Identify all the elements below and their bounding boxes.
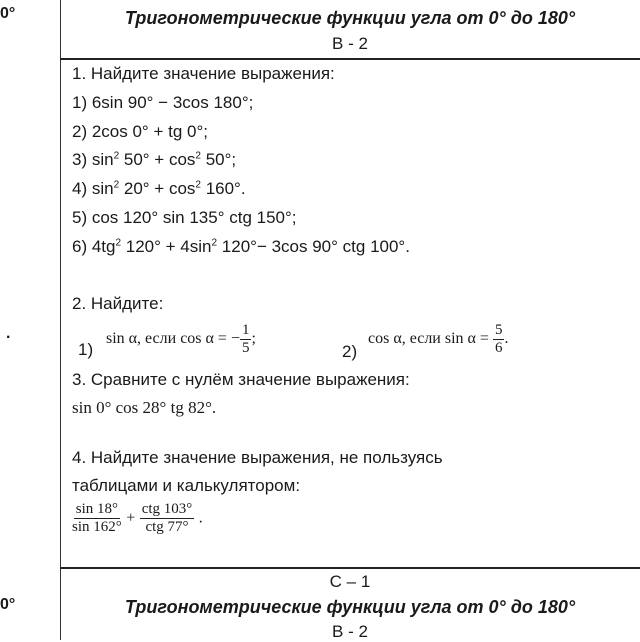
left-margin-text: 0°: [0, 5, 16, 22]
task4-line: таблицами и калькулятором:: [72, 476, 301, 495]
task2-part-number: 2): [342, 342, 358, 361]
task3-heading: 3. Сравните с нулём значение выражения:: [72, 370, 410, 389]
column-divider: [60, 0, 61, 640]
task4-line: 4. Найдите значение выражения, не пользуясь: [72, 448, 443, 467]
divider: [60, 58, 640, 60]
page-title: Тригонометрические функции угла от 0° до 180°: [124, 8, 576, 28]
variant-label: В - 2: [332, 622, 368, 641]
task4-expression: $\frac{\sin 18^\circ}{\sin 162^\circ}$ + $\frac{\text{ctg 103°}}{\text{ctg 77°}}$ .: [72, 501, 203, 535]
task1-item: 1) 6sin 90° − 3cos 180°;: [72, 93, 254, 112]
task1-heading: 1. Найдите значение выражения:: [72, 64, 335, 83]
task2-heading: 2. Найдите:: [72, 294, 164, 313]
section-title: Тригонометрические функции угла от 0° до 180°: [124, 597, 576, 617]
task1-item: 5) cos 120° sin 135° ctg 150°;: [72, 208, 297, 227]
task2-part1: sin α, если cos α = − $\frac{1}{5}$ ;: [106, 322, 256, 356]
left-margin-dot: .: [6, 325, 11, 342]
task2-part-number: 1): [78, 340, 94, 359]
left-margin-text: 0°: [0, 596, 16, 613]
task3-expression: sin 0° cos 28° tg 82°.: [72, 398, 217, 417]
task1-item: 4) $\sin^2 20^\circ + \cos^2 160^\circ$.: [72, 179, 246, 198]
task2-part2: cos α, если sin α = $\frac{5}{6}$ .: [368, 322, 509, 356]
divider: [60, 567, 640, 569]
task1-item: 6) $4tg^2$ $120^\circ + 4\sin^2$ 120°− 3cos 90° ctg 100°.: [72, 237, 410, 256]
section-code: С – 1: [329, 572, 371, 591]
variant-label: В - 2: [332, 34, 368, 53]
task1-item: 3) $\sin^2 50^\circ + \cos^2 50^\circ$;: [72, 150, 237, 169]
task1-item: 2) 2cos 0° + tg 0°;: [72, 122, 208, 141]
